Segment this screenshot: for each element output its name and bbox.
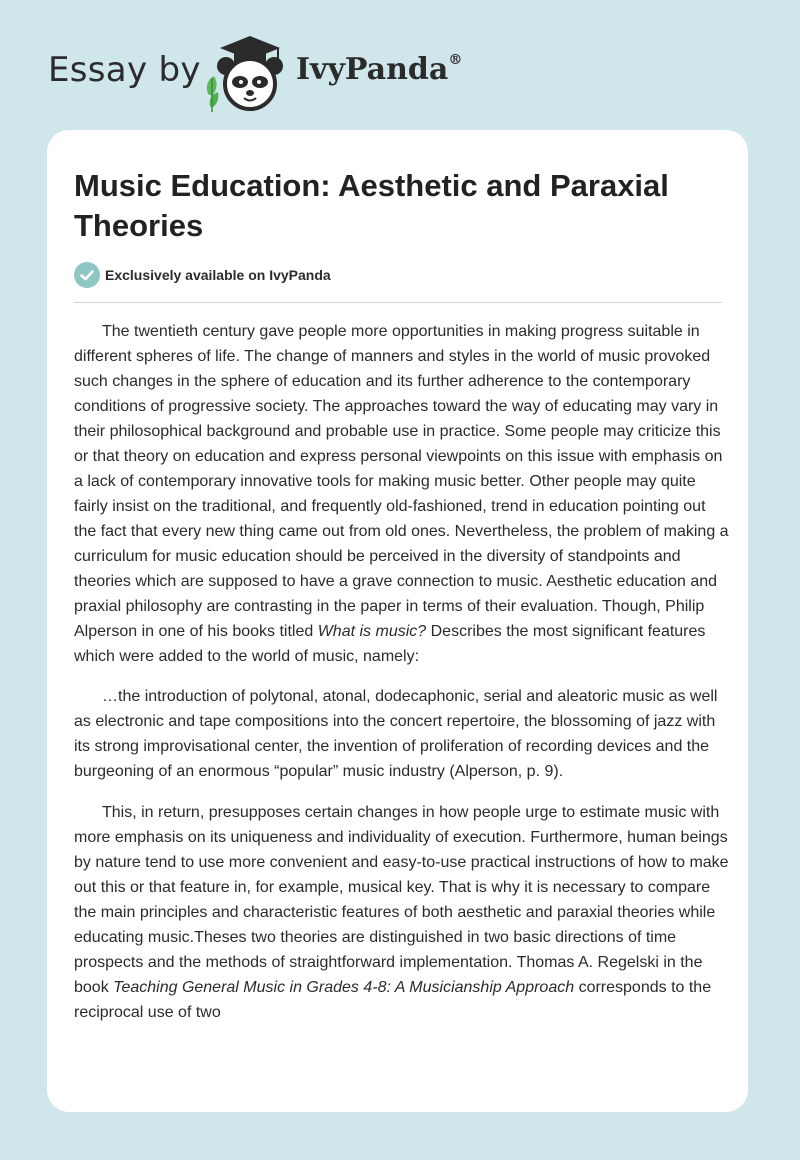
block-quote: …the introduction of polytonal, atonal, dodecaphonic, serial and aleatoric music as well as electronic and tape compositions into the concert repertoire, the blossoming of jazz with its strong improvisational center, the invention of proliferation of recording devices and the burgeoning of an enormous “popular” music industry (Alperson, p. 9).	[74, 688, 718, 780]
essay-by-label: Essay by	[48, 50, 201, 90]
book-title: Teaching General Music in Grades 4-8: A Musicianship Approach	[113, 979, 575, 996]
paragraph-text: corresponds to the reciprocal use of two	[74, 979, 712, 1021]
brand-name[interactable]	[296, 52, 462, 87]
paragraph-text: Describes the most significant features which were added to the world of music, namely:	[74, 623, 706, 665]
page-title: Music Education: Aesthetic and Paraxial Theories	[74, 168, 669, 243]
essay-body	[74, 319, 730, 1040]
check-circle-icon	[74, 262, 100, 288]
paragraph	[74, 319, 730, 669]
divider	[74, 302, 722, 303]
book-title: What is music?	[317, 623, 427, 640]
essay-card	[47, 130, 748, 1112]
exclusive-badge-label: Exclusively available on IvyPanda	[105, 267, 331, 283]
panda-logo-icon[interactable]	[200, 34, 296, 114]
paragraph-text: The twentieth century gave people more opportunities in making progress suitable in different spheres of life. The change of manners and styles in the world of music provoked such changes in the sphere of education and its further adherence to the contemporary conditions of progressive society. The approaches toward the way of educating may vary in their philosophical background and probable use in practice. Some people may criticize this or that theory on education and express personal viewpoints on this issue with emphasis on a lack of contemporary innovative tools for making music better. Other people may quite fairly insist on the traditional, and frequently old-fashioned, trend in education pointing out the fact that every new thing came out from old ones. Nevertheless, the problem of making a curriculum for music education should be perceived in the diversity of standpoints and theories which are supposed to have a grave connection to music. Aesthetic education and praxial philosophy are contrasting in the paper in terms of their evaluation. Though, Philip Alperson in one of his books titled	[74, 323, 729, 640]
site-header	[0, 0, 800, 130]
brand-text: IvyPanda	[296, 52, 449, 87]
paragraph	[74, 800, 730, 1025]
registered-mark: ®	[448, 52, 463, 68]
paragraph-text: This, in return, presupposes certain changes in how people urge to estimate music with more emphasis on its uniqueness and individuality of execution. Furthermore, human beings by nature tend to use more convenient and easy-to-use practical instructions of how to make out this or that feature in, for example, musical key. That is why it is necessary to compare the main principles and characteristic features of both aesthetic and paraxial theories while educating music.Theses two theories are distinguished in two basic directions of time prospects and the methods of straightforward implementation. Thomas A. Regelski in the book	[74, 804, 729, 996]
